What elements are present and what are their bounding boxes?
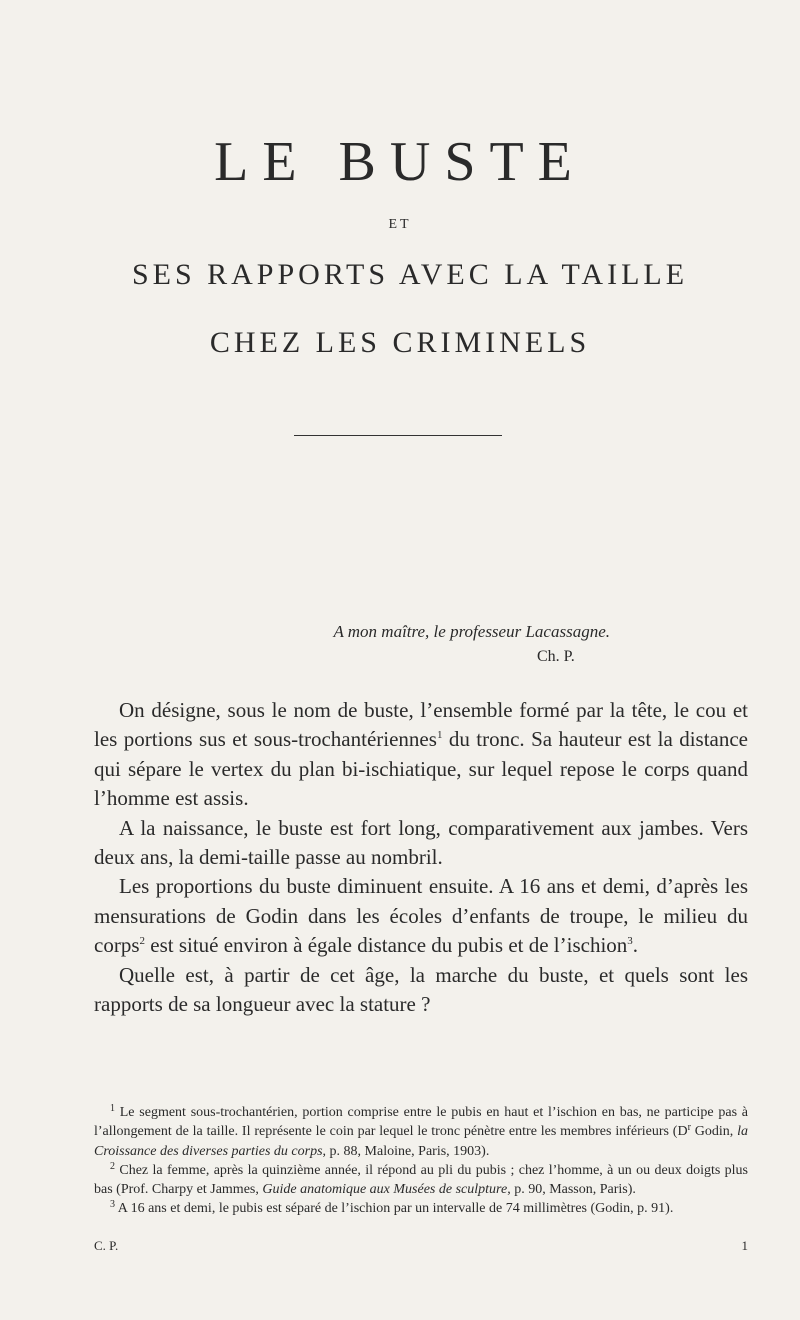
- subtitle-line-2: CHEZ LES CRIMINELS: [209, 326, 591, 359]
- dedication-signature: Ch. P.: [537, 648, 575, 665]
- footnotes: [94, 1103, 748, 1219]
- paragraph-2: A la naissance, le buste est fort long, comparativement aux jambes. Vers deux ans, la demi-taille passe au nombril.: [94, 815, 748, 870]
- title-main: LE BUSTE: [214, 131, 586, 193]
- title-conjunction: ET: [388, 217, 412, 232]
- title-divider: [294, 435, 502, 436]
- paragraph-3: Les proportions du buste diminuent ensuite. A 16 ans et demi, d’après les mensurations de Godin dans les écoles d’enfants de troupe, le milieu du corps$^2$ est situé environ à égale distance du pubis et de l’ischion$^3$.: [94, 874, 748, 958]
- footnote-1: $^1$ Le segment sous-trochantérien, portion comprise entre le pubis en haut et l’ischion en bas, ne participe pas à l’allongement de la taille. Il représente le coin par lequel le tronc pénètre entre les membres inférieurs ($D^r$ Godin, la Croissance des diverses parties du corps, p. 88, Maloine, Paris, 1903).: [94, 1103, 748, 1159]
- paragraph-1: On désigne, sous le nom de buste, l’ensemble formé par la tête, le cou et les portions sus et sous-trochantériennes$^1$ du tronc. Sa hauteur est la distance qui sépare le vertex du plan bi-ischiatique, sur lequel repose le corps quand l’homme est assis.: [94, 698, 748, 811]
- subtitle-line-1: SES RAPPORTS AVEC LA TAILLE: [131, 258, 689, 291]
- body-text: [94, 696, 748, 1019]
- paragraph-4: Quelle est, à partir de cet âge, la marche du buste, et quels sont les rapports de sa longueur avec la stature ?: [94, 962, 748, 1017]
- sheet-number: 1: [741, 1238, 748, 1253]
- footnote-2: $^2$ Chez la femme, après la quinzième année, il répond au pli du pubis ; chez l’homme, à un ou deux doigts plus bas (Prof. Charpy et Jammes, Guide anatomique aux Musées de sculpture, p. 90, Masson, Paris).: [94, 1160, 748, 1198]
- dedication: A mon maître, le professeur Lacassagne.: [333, 622, 610, 641]
- footnote-ref-3: 3: [627, 935, 633, 948]
- footnote-ref-1: 1: [436, 729, 443, 742]
- footnote-3: $^3$ A 16 ans et demi, le pubis est séparé de l’ischion par un intervalle de 74 millimètres (Godin, p. 91).: [110, 1199, 674, 1217]
- signature-mark: C. P.: [94, 1238, 119, 1253]
- footnote-ref-2: 2: [139, 935, 145, 948]
